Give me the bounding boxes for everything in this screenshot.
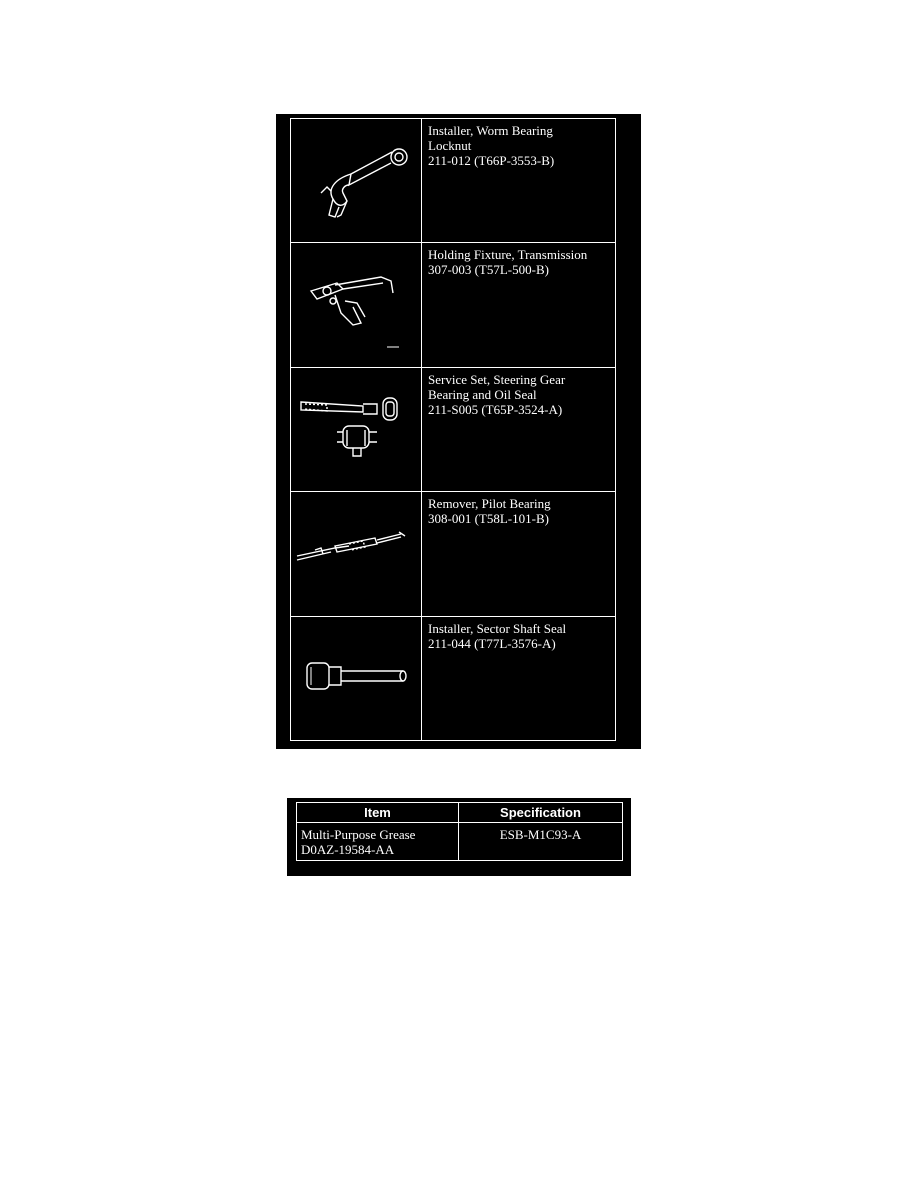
lubricant-spec-table xyxy=(296,802,623,861)
tool-number: 211-044 (T77L-3576-A) xyxy=(428,635,556,651)
pilot-bearing-remover-icon xyxy=(291,492,422,615)
tool-name-line: Locknut xyxy=(428,138,472,153)
tool-description xyxy=(422,243,615,366)
tool-number: 308-001 (T58L-101-B) xyxy=(428,511,549,527)
tool-row-holding-fixture xyxy=(291,242,615,366)
spec-value-cell xyxy=(459,823,622,860)
special-tools-table xyxy=(290,118,616,741)
tool-name-line: Installer, Sector Shaft Seal xyxy=(428,620,567,636)
spanner-wrench-icon xyxy=(291,119,422,242)
holding-fixture-icon xyxy=(291,243,422,366)
spec-item-part-number: D0AZ-19584-AA xyxy=(301,842,395,857)
column-header-item: Item xyxy=(297,803,459,823)
spec-value: ESB-M1C93-A xyxy=(499,827,582,842)
tool-row-bearing-seal-service-set xyxy=(291,367,615,491)
tool-name-line: Bearing and Oil Seal xyxy=(428,386,537,402)
seal-installer-icon xyxy=(291,617,422,740)
spec-item-name: Multi-Purpose Grease xyxy=(301,827,416,842)
tool-description xyxy=(422,492,615,615)
tool-name-line: Installer, Worm Bearing xyxy=(428,123,553,138)
tool-description xyxy=(422,119,615,242)
spec-item-cell xyxy=(297,823,459,860)
tool-name-line: Holding Fixture, Transmission xyxy=(428,247,588,263)
tool-number: 211-S005 (T65P-3524-A) xyxy=(428,401,563,417)
tool-row-sector-shaft-seal-installer xyxy=(291,616,615,740)
tool-number: 307-003 (T57L-500-B) xyxy=(428,262,549,278)
column-header-specification: Specification xyxy=(459,803,622,823)
bearing-seal-set-icon xyxy=(291,368,422,491)
tool-name-line: Remover, Pilot Bearing xyxy=(428,496,551,512)
special-tools-figure xyxy=(276,114,641,749)
tool-number: 211-012 (T66P-3553-B) xyxy=(428,153,555,168)
tool-description xyxy=(422,617,615,740)
tool-row-pilot-bearing-remover xyxy=(291,491,615,615)
tool-name-line: Service Set, Steering Gear xyxy=(428,371,566,387)
tool-row-worm-bearing-installer xyxy=(291,119,615,242)
lubricant-spec-figure xyxy=(287,798,631,876)
tool-description xyxy=(422,368,615,491)
